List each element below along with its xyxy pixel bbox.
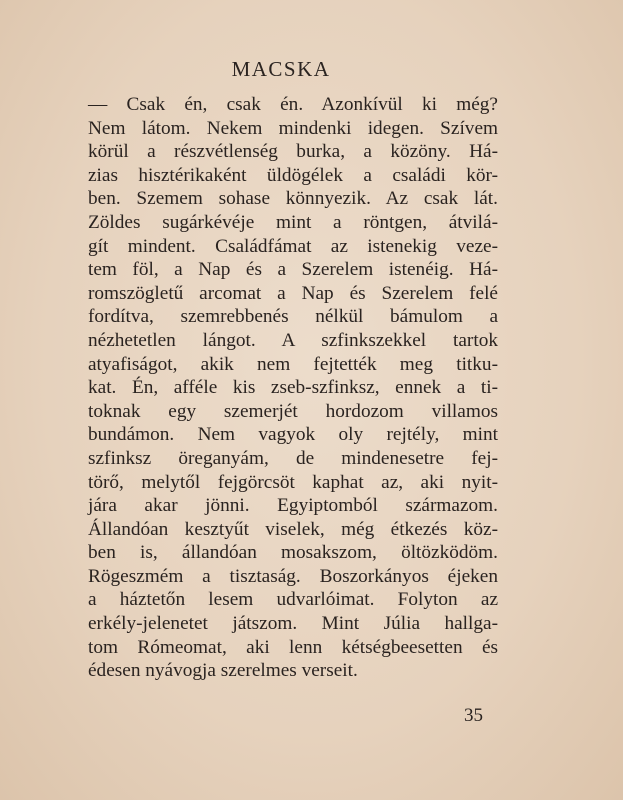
text-line: Nem látom. Nekem mindenki idegen. Szívem	[88, 117, 498, 139]
text-line: romszögletű arcomat a Nap és Szerelem felé	[88, 282, 498, 304]
text-line: a háztetőn lesem udvarlóimat. Folyton az	[88, 589, 498, 611]
text-line: ben. Szemem sohase könnyezik. Az csak lát.	[88, 188, 498, 210]
text-line: jára akar jönni. Egyiptomból származom.	[88, 495, 498, 517]
text-line: Állandóan kesztyűt viselek, még étkezés köz-	[88, 518, 498, 540]
text-line: körül a részvétlenség burka, a közöny. Há-	[88, 141, 498, 163]
text-line: szfinksz öreganyám, de mindenesetre fej-	[88, 447, 498, 469]
text-line: Rögeszmém a tisztaság. Boszorkányos éjeken	[88, 565, 498, 587]
text-line: nézhetetlen lángot. A szfinkszekkel tartok	[88, 329, 498, 351]
text-line: zias hisztérikaként üldögélek a családi kör-	[88, 164, 498, 186]
text-line: édesen nyávogja szerelmes verseit.	[88, 660, 358, 682]
text-line: gít mindent. Családfámat az istenekig veze-	[88, 235, 498, 257]
chapter-title: MACSKA	[231, 57, 331, 81]
text-line: tom Rómeomat, aki lenn kétségbeesetten és	[88, 636, 498, 658]
text-line: toknak egy szemerjét hordozom villamos	[88, 400, 498, 422]
text-line: erkély-jelenetet játszom. Mint Júlia hallga-	[88, 613, 498, 635]
body-text	[88, 93, 498, 683]
text-line: kat. Én, afféle kis zseb-szfinksz, ennek a ti-	[88, 377, 498, 399]
text-line: — Csak én, csak én. Azonkívül ki még?	[88, 94, 498, 115]
text-line: ben is, állandóan mosakszom, öltözködöm.	[88, 542, 498, 564]
text-line: tem föl, a Nap és a Szerelem istenéig. Há-	[88, 259, 498, 281]
text-line: Zöldes sugárkévéje mint a röntgen, átvilá-	[88, 211, 498, 233]
page-number: 35	[464, 705, 483, 726]
text-line: atyafiságot, akik nem fejtették meg titku-	[88, 353, 498, 375]
text-line: bundámon. Nem vagyok oly rejtély, mint	[88, 424, 498, 446]
text-line: fordítva, szemrebbenés nélkül bámulom a	[88, 306, 498, 328]
text-line: törő, melytől fejgörcsöt kaphat az, aki nyit-	[88, 471, 498, 493]
